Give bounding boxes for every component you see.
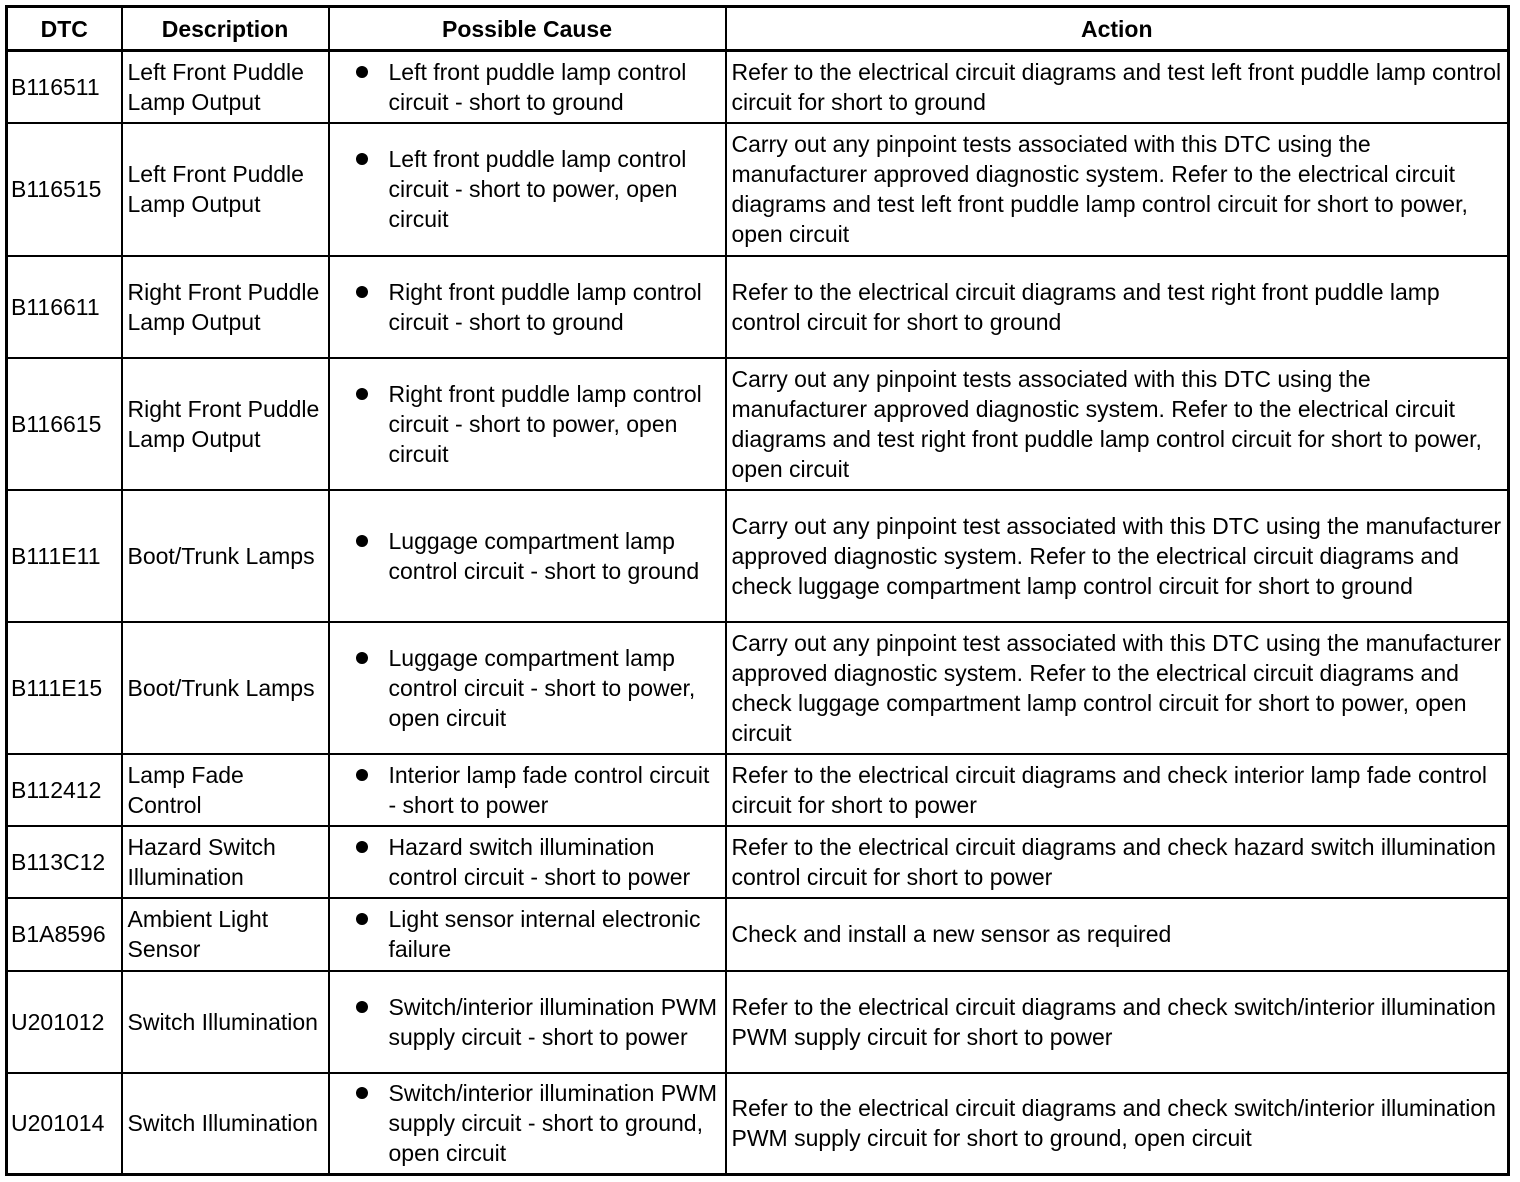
dtc-code: U201012 bbox=[7, 971, 122, 1073]
table-row bbox=[7, 754, 1509, 826]
cause-text: Hazard switch illumination control circuit - short to power bbox=[388, 833, 691, 890]
cause-text: Left front puddle lamp control circuit - short to power, open circuit bbox=[388, 146, 687, 232]
cause-cell bbox=[329, 123, 726, 256]
dtc-code: B116611 bbox=[7, 256, 122, 358]
description-cell: Right Front Puddle Lamp Output bbox=[122, 358, 329, 490]
cause-cell bbox=[329, 898, 726, 971]
description-cell: Left Front Puddle Lamp Output bbox=[122, 123, 329, 256]
header-dtc: DTC bbox=[7, 7, 122, 51]
description-cell: Boot/Trunk Lamps bbox=[122, 490, 329, 622]
cause-text: Right front puddle lamp control circuit - short to ground bbox=[388, 278, 702, 335]
description-cell: Boot/Trunk Lamps bbox=[122, 622, 329, 754]
cause-text: Light sensor internal electronic failure bbox=[388, 906, 701, 962]
bullet-icon bbox=[349, 144, 375, 174]
cause-text: Right front puddle lamp control circuit - short to power, open circuit bbox=[388, 380, 702, 467]
table-row bbox=[7, 1073, 1509, 1175]
action-cell: Refer to the electrical circuit diagrams and check switch/interior illumination PWM supply circuit for short to ground, open circuit bbox=[726, 1073, 1509, 1175]
description-cell: Hazard Switch Illumination bbox=[122, 826, 329, 898]
cause-text: Luggage compartment lamp control circuit - short to ground bbox=[388, 527, 700, 584]
table-row bbox=[7, 123, 1509, 256]
dtc-code: U201014 bbox=[7, 1073, 122, 1175]
bullet-icon bbox=[349, 526, 375, 556]
cause-cell bbox=[329, 1073, 726, 1175]
dtc-code: B111E15 bbox=[7, 622, 122, 754]
cause-cell bbox=[329, 256, 726, 358]
action-cell: Carry out any pinpoint test associated with this DTC using the manufacturer approved diagnostic system. Refer to the electrical circuit diagrams and check luggage compartment lamp control circuit for short to ground bbox=[726, 490, 1509, 622]
cause-cell bbox=[329, 826, 726, 898]
bullet-icon bbox=[349, 760, 375, 790]
cause-text: Interior lamp fade control circuit - short to power bbox=[388, 761, 710, 818]
bullet-icon bbox=[349, 277, 375, 307]
action-cell: Refer to the electrical circuit diagrams and check interior lamp fade control circuit for short to power bbox=[726, 754, 1509, 826]
bullet-icon bbox=[349, 379, 375, 409]
dtc-table bbox=[5, 5, 1510, 1176]
dtc-code: B116511 bbox=[7, 51, 122, 123]
header-row bbox=[7, 7, 1509, 51]
bullet-icon bbox=[349, 643, 375, 673]
bullet-icon bbox=[349, 832, 375, 862]
action-cell: Refer to the electrical circuit diagrams and check switch/interior illumination PWM supply circuit for short to power bbox=[726, 971, 1509, 1073]
action-cell: Refer to the electrical circuit diagrams and test right front puddle lamp control circuit for short to ground bbox=[726, 256, 1509, 358]
bullet-icon bbox=[349, 57, 375, 87]
action-cell: Carry out any pinpoint tests associated with this DTC using the manufacturer approved diagnostic system. Refer to the electrical circuit diagrams and test right front puddle lamp control circuit for short to power, open circuit bbox=[726, 358, 1509, 490]
table-row bbox=[7, 490, 1509, 622]
cause-cell bbox=[329, 358, 726, 490]
cause-text: Switch/interior illumination PWM supply circuit - short to ground, open circuit bbox=[388, 1080, 717, 1167]
action-cell: Check and install a new sensor as required bbox=[726, 898, 1509, 971]
description-cell: Switch Illumination bbox=[122, 971, 329, 1073]
bullet-icon bbox=[349, 992, 375, 1022]
table-row bbox=[7, 826, 1509, 898]
cause-text: Left front puddle lamp control circuit - short to ground bbox=[388, 58, 687, 115]
cause-cell bbox=[329, 971, 726, 1073]
cause-cell bbox=[329, 490, 726, 622]
description-cell: Switch Illumination bbox=[122, 1073, 329, 1175]
bullet-icon bbox=[349, 904, 375, 934]
table-row bbox=[7, 51, 1509, 123]
description-cell: Left Front Puddle Lamp Output bbox=[122, 51, 329, 123]
dtc-code: B111E11 bbox=[7, 490, 122, 622]
description-cell: Right Front Puddle Lamp Output bbox=[122, 256, 329, 358]
cause-cell bbox=[329, 622, 726, 754]
description-cell: Ambient Light Sensor bbox=[122, 898, 329, 971]
cause-cell bbox=[329, 51, 726, 123]
table-row bbox=[7, 971, 1509, 1073]
action-cell: Carry out any pinpoint test associated with this DTC using the manufacturer approved diagnostic system. Refer to the electrical circuit diagrams and check luggage compartment lamp control circuit for short to power, open circuit bbox=[726, 622, 1509, 754]
cause-text: Luggage compartment lamp control circuit - short to power, open circuit bbox=[388, 644, 696, 731]
header-description: Description bbox=[122, 7, 329, 51]
table-row bbox=[7, 358, 1509, 490]
table-row bbox=[7, 256, 1509, 358]
dtc-code: B116515 bbox=[7, 123, 122, 256]
header-possible-cause: Possible Cause bbox=[329, 7, 726, 51]
dtc-code: B112412 bbox=[7, 754, 122, 826]
action-cell: Carry out any pinpoint tests associated with this DTC using the manufacturer approved diagnostic system. Refer to the electrical circuit diagrams and test left front puddle lamp control circuit for short to power, open circuit bbox=[726, 123, 1509, 256]
table-row bbox=[7, 898, 1509, 971]
dtc-code: B1A8596 bbox=[7, 898, 122, 971]
cause-text: Switch/interior illumination PWM supply circuit - short to power bbox=[388, 993, 717, 1050]
description-cell: Lamp Fade Control bbox=[122, 754, 329, 826]
dtc-code: B116615 bbox=[7, 358, 122, 490]
cause-cell bbox=[329, 754, 726, 826]
action-cell: Refer to the electrical circuit diagrams and test left front puddle lamp control circuit for short to ground bbox=[726, 51, 1509, 123]
table-row bbox=[7, 622, 1509, 754]
action-cell: Refer to the electrical circuit diagrams and check hazard switch illumination control circuit for short to power bbox=[726, 826, 1509, 898]
bullet-icon bbox=[349, 1078, 375, 1108]
header-action: Action bbox=[726, 7, 1509, 51]
dtc-code: B113C12 bbox=[7, 826, 122, 898]
